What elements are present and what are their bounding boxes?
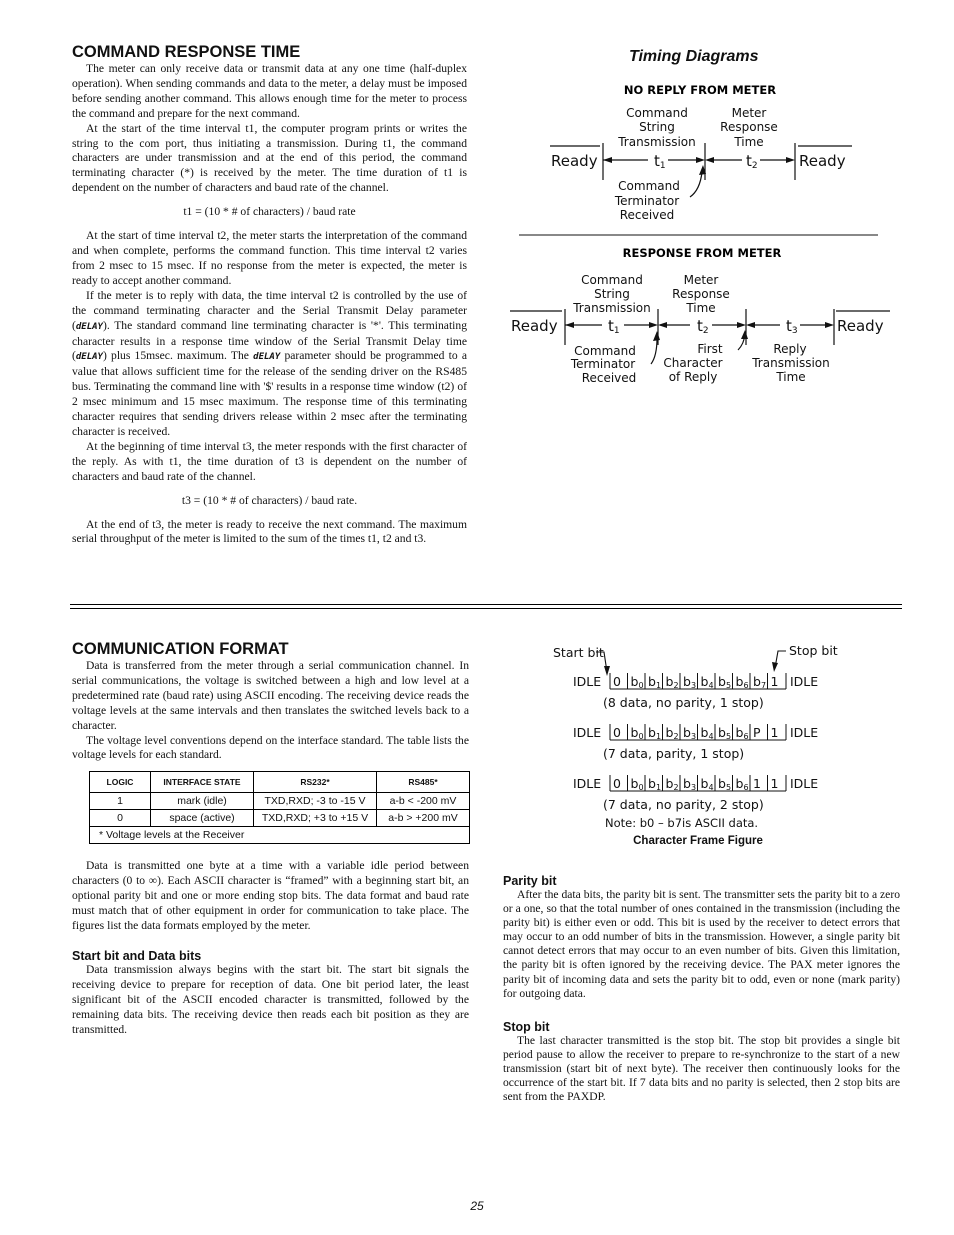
svg-text:t1: t1 (608, 317, 620, 336)
start-bit-paragraph: Data transmission always begins with the start bit. The start bit signals the receiving device to prepare for reception of data. One bit period later, the least significant bit of the ASCII encoded character is transmitted, followed by the remaining data bits. The receiving device then reads each bit position as they are transmitted. (72, 962, 469, 1036)
no-reply-caption: NO REPLY FROM METER (623, 83, 777, 97)
start-bit-label: Start bit (553, 645, 604, 660)
cf-paragraph-1: Data is transferred from the meter through a serial communication channel. In serial communications, the voltage is switched between a high and low level at a predetermined rate (baud rate) using ASCII encoding. The receiving device reads the voltage levels at the same intervals and then translates the switched levels back to a character. (72, 659, 469, 732)
bit-cell: 0 (613, 674, 621, 689)
bit-cell: b1 (648, 674, 662, 690)
table-header: RS232* (254, 772, 377, 793)
communication-format-title: COMMUNICATION FORMAT (72, 640, 289, 658)
table-header: INTERFACE STATE (151, 772, 254, 793)
svg-text:Received: Received (619, 208, 675, 222)
bit-cell: b2 (665, 725, 679, 741)
svg-text:Ready: Ready (511, 317, 558, 335)
svg-text:Ready: Ready (799, 152, 846, 170)
bit-cell: 0 (613, 776, 621, 791)
bit-cell: 1 (770, 725, 779, 740)
svg-text:Reply: Reply (773, 342, 807, 356)
bit-cell: b4 (700, 674, 714, 690)
bit-cell: b0 (630, 674, 644, 690)
svg-text:String: String (594, 287, 630, 301)
table-row (90, 793, 470, 810)
bit-cell: b1 (648, 725, 662, 741)
section-divider (70, 604, 902, 605)
bit-cell: 1 (770, 776, 779, 791)
timing-diagrams-title: Timing Diagrams (629, 48, 759, 65)
idle-label: IDLE (790, 674, 819, 689)
svg-text:First: First (697, 342, 723, 356)
svg-text:Terminator: Terminator (570, 357, 636, 371)
table-cell: mark (idle) (151, 793, 254, 810)
response-caption: RESPONSE FROM METER (622, 246, 782, 260)
svg-text:Meter: Meter (731, 106, 767, 120)
svg-text:Command: Command (618, 179, 680, 193)
bit-cell: b0 (630, 725, 644, 741)
svg-text:Ready: Ready (551, 152, 598, 170)
svg-text:of Reply: of Reply (668, 370, 718, 384)
svg-text:Response: Response (720, 120, 778, 134)
table-cell: TXD,RXD; -3 to -15 V (254, 793, 377, 810)
table-header-row (90, 772, 470, 793)
table-cell: TXD,RXD; +3 to +15 V (254, 810, 377, 827)
idle-label: IDLE (790, 776, 819, 791)
bit-cell: b7 (753, 674, 767, 690)
character-frame-figure (500, 638, 910, 838)
crt-paragraph-2: At the start of the time interval t1, the computer program prints or writes the string to the com port, thus initiating a transmission. During t1, the command characters are under transmission and at the end of this period, the command terminating character (*) is received by the meter. The time duration of t1 is dependent on the number of characters and baud rate of the channel. (72, 121, 467, 195)
response-diagram (511, 273, 884, 385)
bit-cell: 1 (753, 776, 761, 791)
bit-cell: b4 (700, 725, 714, 741)
bit-cell: b0 (630, 776, 644, 792)
svg-text:Transmission: Transmission (618, 135, 696, 149)
bit-cell: 1 (770, 674, 779, 689)
table-cell: a-b < -200 mV (377, 793, 470, 810)
svg-text:t1: t1 (654, 152, 666, 171)
crt-paragraph-4: If the meter is to reply with data, the time interval t2 is controlled by the use of the command terminating character and the Serial Transmit Delay parameter (dELAY). The standard command line terminating character is '*'. This terminating character results in a response time window of the Serial Transmit Delay time (dELAY) plus 15msec. maximum. The dELAY parameter should be programmed to a value that allows sufficient time for the release of the sending driver on the RS485 bus. Terminating the command line with '$' results in a response time window (t2) of 2 msec minimum and 15 msec maximum. The response time of this terminating character requires that sending drivers release within 2 msec after the terminating character is received. (72, 288, 467, 438)
t1-equation: t1 = (10 * # of characters) / baud rate (183, 205, 356, 219)
crt-paragraph-1: The meter can only receive data or transmit data at any one time (half-duplex operation). When sending commands and data to the meter, a delay must be imposed before sending another command. This allows enough time for the meter to process the command and prepare for the next command. (72, 62, 467, 120)
table-cell: 1 (90, 793, 151, 810)
table-note: * Voltage levels at the Receiver (90, 827, 470, 844)
frame-format-label: (8 data, no parity, 1 stop) (603, 695, 764, 710)
table-cell: 0 (90, 810, 151, 827)
bit-cell: b6 (735, 776, 749, 792)
delay-parameter-lcd: dELAY (75, 321, 103, 332)
frame-format-label: (7 data, no parity, 2 stop) (603, 797, 764, 812)
bit-cell: b4 (700, 776, 714, 792)
svg-text:Time: Time (776, 370, 806, 384)
idle-label: IDLE (573, 776, 602, 791)
bit-cell: b2 (665, 776, 679, 792)
table-header: RS485* (377, 772, 470, 793)
bit-cell: b3 (683, 725, 697, 741)
start-bit-title: Start bit and Data bits (72, 948, 202, 963)
bit-cell: b6 (735, 725, 749, 741)
crt-paragraph-3: At the start of time interval t2, the meter starts the interpretation of the command and when complete, performs the command function. This time interval t2 varies from 2 msec to 15 msec. If no response from the meter is expected, the meter is ready to accept another command. (72, 229, 467, 287)
frame-note: Note: b0 – b7is ASCII data. (605, 816, 759, 830)
stop-bit-label: Stop bit (789, 643, 838, 658)
table-note-row (90, 827, 470, 844)
svg-text:t2: t2 (746, 152, 758, 171)
svg-text:Time: Time (734, 135, 764, 149)
svg-text:Response: Response (672, 287, 730, 301)
command-response-title: COMMAND RESPONSE TIME (72, 43, 301, 61)
idle-label: IDLE (573, 674, 602, 689)
frame-format-label: (7 data, parity, 1 stop) (603, 746, 745, 761)
table-cell: a-b > +200 mV (377, 810, 470, 827)
bit-cell: b5 (718, 674, 732, 690)
table-header: LOGIC (90, 772, 151, 793)
svg-text:Terminator: Terminator (614, 194, 680, 208)
svg-text:t2: t2 (697, 317, 709, 336)
stop-paragraph: The last character transmitted is the stop bit. The stop bit provides a single bit period pause to allow the receiver to prepare to re-synchronize to the start of a new transmission (start bit of next byte). The receiver then continuously looks for the occurrence of the start bit. If 7 data bits and no parity is selected, then 2 stop bits are sent from the PAXDP. (503, 1033, 900, 1104)
svg-text:Time: Time (686, 301, 716, 315)
parity-paragraph: After the data bits, the parity bit is sent. The transmitter sets the parity bit to a zero or a one, so that the total number of ones contained in the transmission (including the parity bit) is either even or odd. This bit is used by the receiver to detect errors that may occur to an odd number of bits in the transmission. However, a single parity bit cannot detect errors that may occur to an even number of bits. Given this limitation, the parity bit is often ignored by the receiving device. The PAX meter ignores the parity bit of incoming data and sets the parity bit to odd, even or none (mark parity) for outgoing data. (503, 888, 900, 1000)
bit-cell: P (753, 725, 761, 740)
svg-text:Command: Command (581, 273, 643, 287)
bit-cell: b2 (665, 674, 679, 690)
bit-cell: b5 (718, 776, 732, 792)
table-row (90, 810, 470, 827)
cf-paragraph-2: The voltage level conventions depend on the interface standard. The table lists the voltage levels for each standard. (72, 733, 469, 762)
crt-paragraph-5: At the beginning of time interval t3, the meter responds with the first character of the reply. As with t1, the time duration of t3 is dependent on the number of characters and baud rate of the channel. (72, 439, 467, 483)
crt-paragraph-6: At the end of t3, the meter is ready to receive the next command. The maximum serial throughput of the meter is limited to the sum of the times t1, t2 and t3. (72, 517, 467, 546)
svg-text:Received: Received (581, 371, 637, 385)
table-cell: space (active) (151, 810, 254, 827)
bit-cell: 0 (613, 725, 621, 740)
svg-text:Transmission: Transmission (573, 301, 651, 315)
bit-cell: b3 (683, 674, 697, 690)
frame-row (573, 775, 818, 812)
timing-diagrams (0, 0, 954, 400)
svg-text:Ready: Ready (837, 317, 884, 335)
frame-caption: Character Frame Figure (633, 835, 763, 847)
delay-parameter-lcd: dELAY (75, 352, 103, 363)
svg-text:Character: Character (663, 356, 723, 370)
frame-row (573, 724, 818, 761)
communication-format-section (72, 640, 469, 1037)
bit-cell: b5 (718, 725, 732, 741)
voltage-levels-table (89, 771, 470, 844)
delay-parameter-lcd: dELAY (253, 352, 281, 363)
frame-row (573, 673, 818, 710)
stop-bit-title: Stop bit (503, 1019, 550, 1034)
cf-paragraph-3: Data is transmitted one byte at a time with a variable idle period between characters (0 to ∞). Each ASCII character is “framed” with a beginning start bit, an optional parity bit and one or more ending stop bits. The data format and baud rate must match that of other equipment in order for communication to take place. The figures list the data formats employed by the meter. (72, 859, 469, 932)
svg-text:Meter: Meter (683, 273, 719, 287)
svg-text:Transmission: Transmission (752, 356, 830, 370)
no-reply-diagram (551, 106, 846, 222)
t3-equation: t3 = (10 * # of characters) / baud rate. (181, 493, 358, 507)
svg-text:t3: t3 (786, 317, 798, 336)
idle-label: IDLE (790, 725, 819, 740)
bit-cell: b3 (683, 776, 697, 792)
parity-bit-title: Parity bit (503, 874, 557, 888)
svg-text:Command: Command (626, 106, 688, 120)
page-number: 25 (470, 1199, 484, 1213)
bit-cell: b1 (648, 776, 662, 792)
section-divider (70, 608, 902, 609)
idle-label: IDLE (573, 725, 602, 740)
bit-cell: b6 (735, 674, 749, 690)
parity-stop-section (503, 874, 900, 1104)
svg-text:Command: Command (574, 344, 636, 358)
svg-text:String: String (639, 120, 675, 134)
